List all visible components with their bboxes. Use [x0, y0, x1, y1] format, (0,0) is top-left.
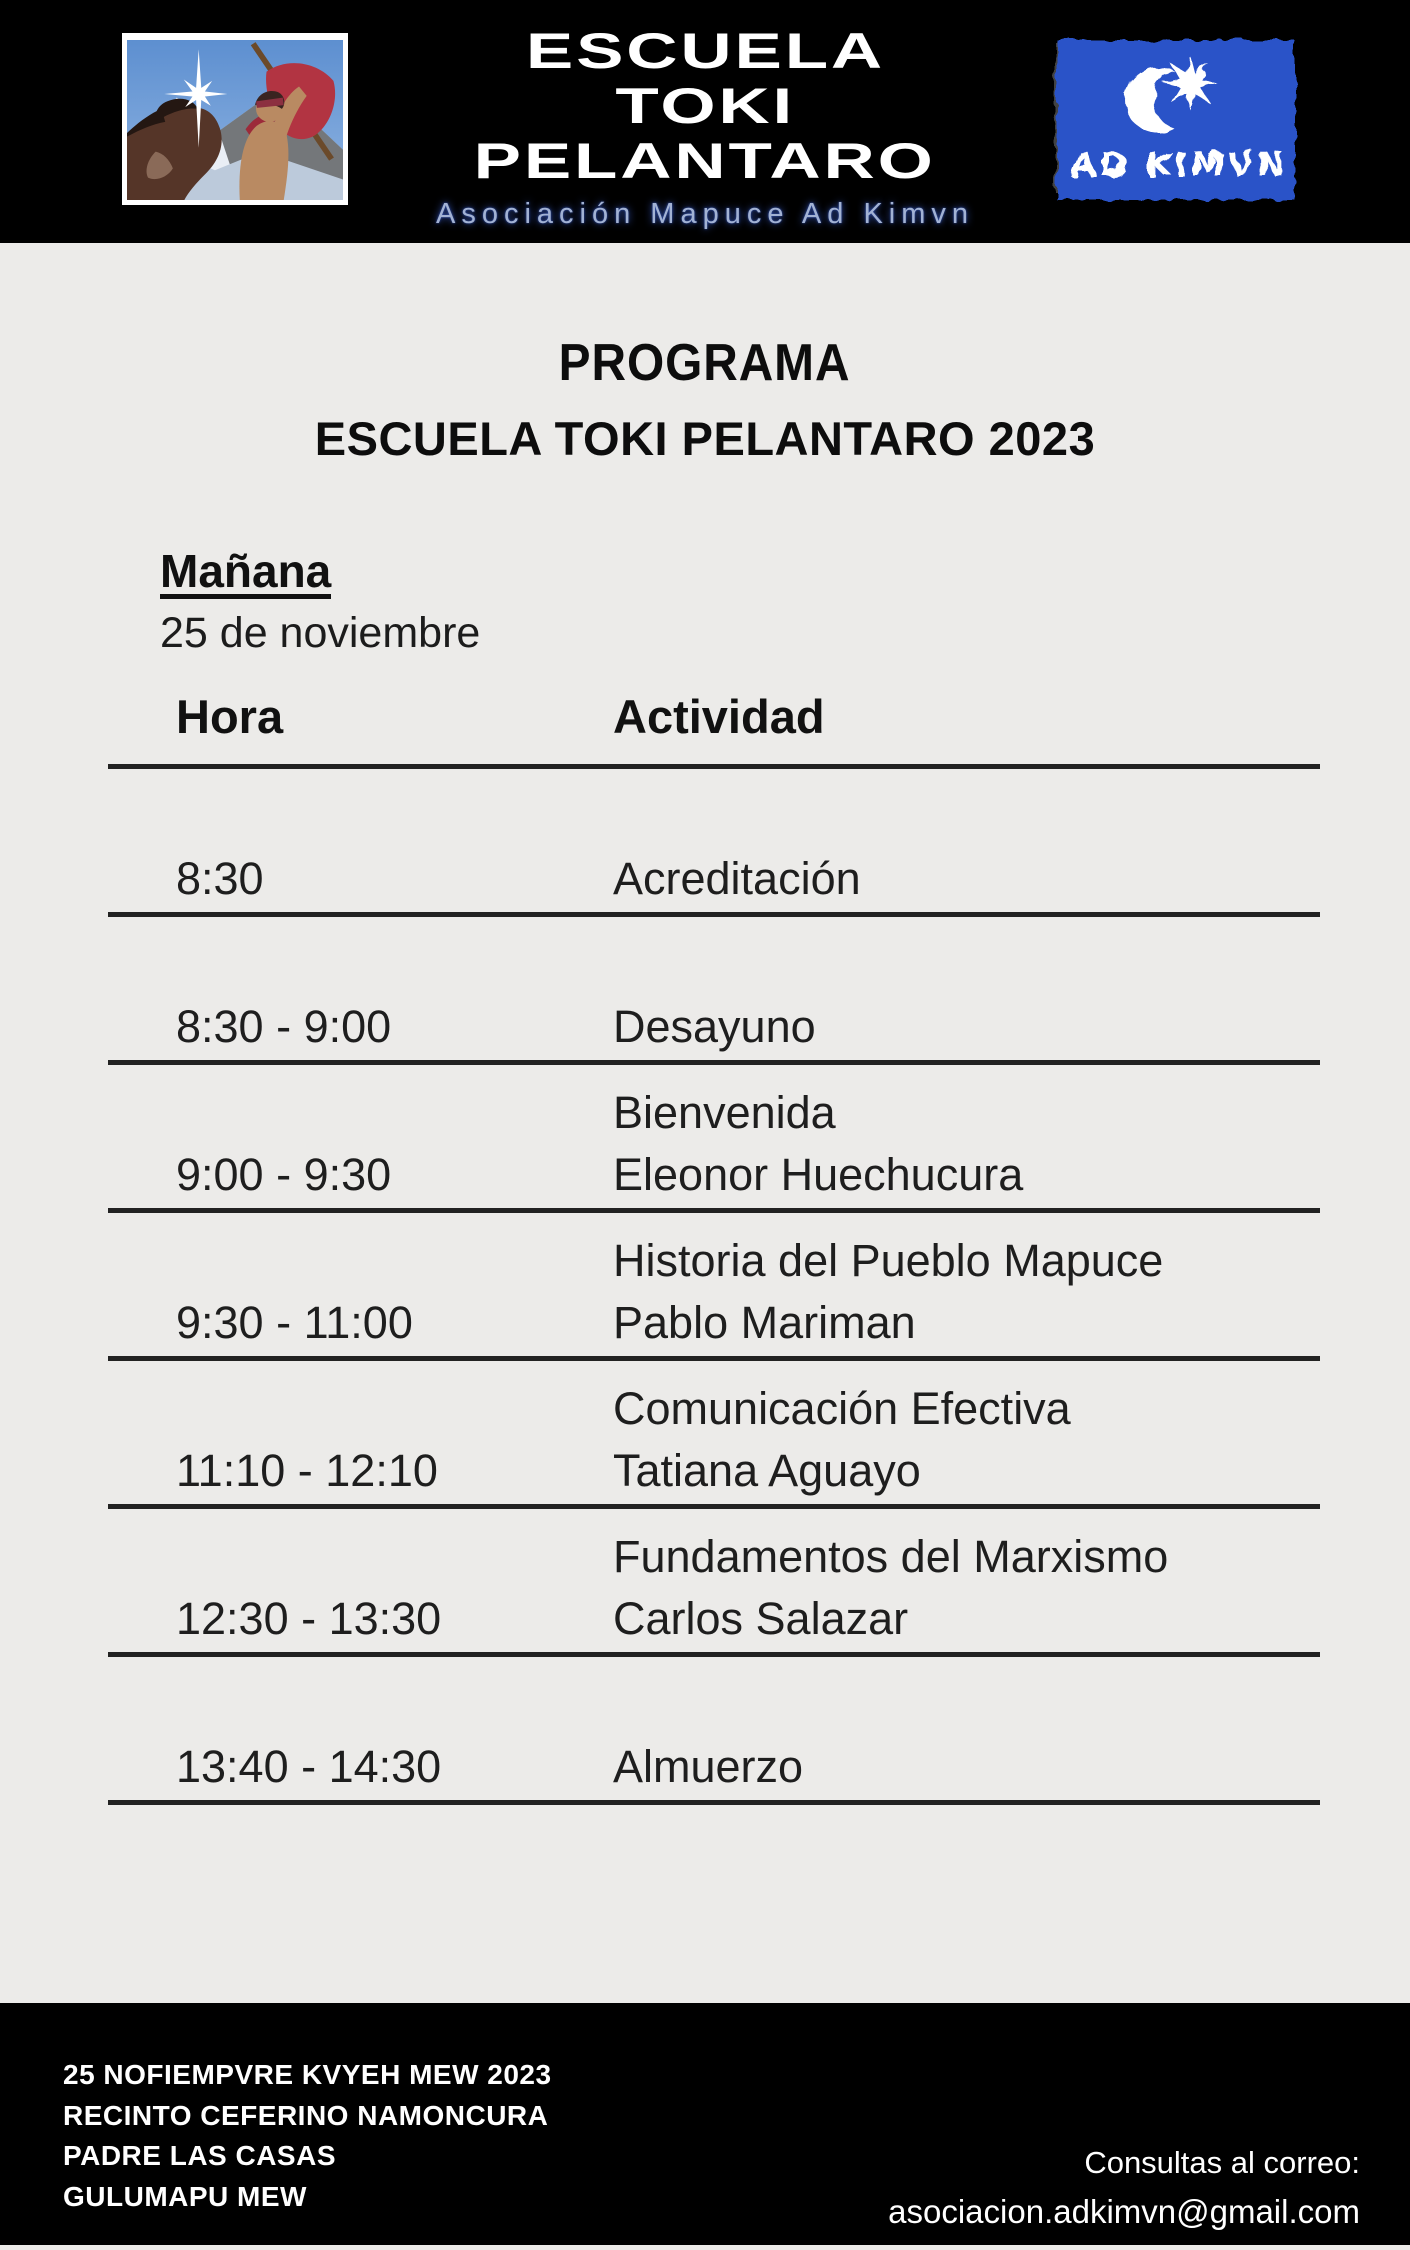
row-activity	[613, 1082, 1320, 1206]
row-time: 9:00 - 9:30	[176, 1148, 392, 1200]
row-activity-line: Pablo Mariman	[613, 1296, 916, 1348]
row-activity-line: Fundamentos del Marxismo	[613, 1530, 1169, 1582]
row-activity-line: Acreditación	[613, 852, 861, 904]
footer-contact-email: asociacion.adkimvn@gmail.com	[888, 2193, 1360, 2230]
footer-detail-line: GULUMAPU MEW	[63, 2180, 307, 2212]
footer-detail-line: RECINTO CEFERINO NAMONCURA	[63, 2099, 549, 2131]
header-subtitle: Asociación Mapuce Ad Kimvn	[435, 198, 975, 230]
footer-contact-label: Consultas al correo:	[1084, 2145, 1360, 2180]
header-banner	[0, 0, 1410, 243]
row-activity-line: Desayuno	[613, 1000, 816, 1052]
flag-label-text: AD KIMVN	[1070, 145, 1288, 185]
header-title-line-3: PELANTARO	[473, 133, 937, 189]
schedule-table	[108, 660, 1320, 1805]
footer-banner	[0, 2003, 1410, 2245]
row-time: 12:30 - 13:30	[176, 1592, 442, 1644]
program-heading-text: PROGRAMA	[559, 334, 851, 392]
row-activity-line: Almuerzo	[613, 1740, 804, 1792]
row-activity	[613, 1378, 1320, 1502]
header-title-block	[436, 24, 974, 231]
column-header-time: Hora	[176, 689, 284, 743]
table-row	[108, 1509, 1320, 1657]
row-activity-line: Historia del Pueblo Mapuce	[613, 1234, 1164, 1286]
session-label: Mañana	[160, 545, 332, 597]
column-header-activity: Actividad	[613, 689, 825, 743]
footer-detail-line: PADRE LAS CASAS	[63, 2140, 337, 2171]
row-time: 13:40 - 14:30	[176, 1740, 442, 1792]
table-row	[108, 1657, 1320, 1805]
session-date: 25 de noviembre	[160, 609, 481, 657]
row-time: 11:10 - 12:10	[176, 1444, 438, 1496]
header-title-line-2: TOKI	[615, 78, 795, 134]
warrior-horse-artwork	[122, 33, 348, 205]
footer-event-details	[63, 2055, 552, 2217]
program-heading	[0, 334, 1410, 392]
table-row	[108, 1361, 1320, 1509]
row-activity	[613, 1230, 1320, 1354]
ad-kimvn-flag-icon	[1045, 30, 1307, 210]
row-time: 8:30 - 9:00	[176, 1000, 392, 1052]
header-title-line-1: ESCUELA	[525, 23, 885, 79]
table-row	[108, 917, 1320, 1065]
row-time: 8:30	[176, 852, 264, 904]
footer-detail-line: 25 NOFIEMPVRE KVYEH MEW 2023	[63, 2059, 552, 2090]
table-row	[108, 1213, 1320, 1361]
row-activity	[613, 1736, 1320, 1798]
row-activity-line: Carlos Salazar	[613, 1592, 909, 1644]
row-activity	[613, 848, 1320, 910]
schedule-header-row	[108, 660, 1320, 769]
row-activity-line: Comunicación Efectiva	[613, 1382, 1071, 1434]
ad-kimvn-flag-logo	[1045, 30, 1307, 210]
footer-contact-block	[888, 2141, 1360, 2233]
row-activity	[613, 996, 1320, 1058]
warrior-horse-art-icon	[127, 40, 343, 200]
school-year-heading-text: ESCUELA TOKI PELANTARO 2023	[314, 412, 1096, 465]
row-activity-line: Tatiana Aguayo	[613, 1444, 921, 1496]
school-year-heading	[0, 412, 1410, 465]
row-activity	[613, 1526, 1320, 1650]
row-activity-line: Eleonor Huechucura	[613, 1148, 1024, 1200]
program-body	[0, 334, 1410, 1805]
schedule-rows	[108, 769, 1320, 1805]
table-row	[108, 769, 1320, 917]
row-activity-line: Bienvenida	[613, 1086, 836, 1138]
row-time: 9:30 - 11:00	[176, 1296, 413, 1348]
table-row	[108, 1065, 1320, 1213]
